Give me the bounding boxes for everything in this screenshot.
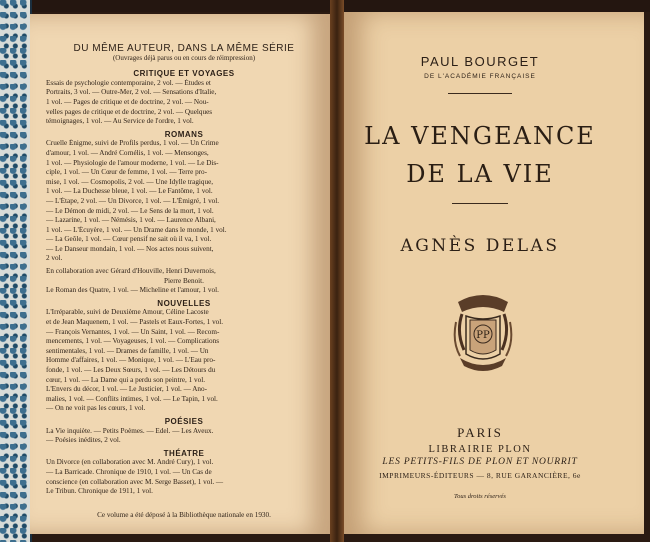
text-line: ciple, 1 vol. — Un Cœur de femme, 1 vol. — Terre pro- xyxy=(46,168,208,177)
section-title-critique: CRITIQUE ET VOYAGES xyxy=(133,69,235,79)
text-line: cœur, 1 vol. — La Dame qui a perdu son peintre, 1 vol. xyxy=(46,375,205,384)
text-line: Pierre Benoit. xyxy=(164,276,204,285)
book-title-line-1: LA VENGEANCE xyxy=(364,122,596,150)
text-line: L'Irréparable, suivi de Deuxième Amour, Céline Lacoste xyxy=(46,308,209,317)
text-line: Un Divorce (en collaboration avec M. André Cury), 1 vol. xyxy=(46,458,214,467)
section-poesies-lines xyxy=(46,427,322,446)
text-line: — La Barricade. Chronique de 1910, 1 vol. — Un Cas de xyxy=(46,467,212,476)
book-subtitle: AGNÈS DELAS xyxy=(400,236,560,256)
text-line: 1 vol. — Physiologie de l'amour moderne, 1 vol. — Le Dis- xyxy=(46,158,219,167)
text-line: témoignages, 1 vol. — Au Service de l'ordre, 1 vol. xyxy=(46,117,194,126)
divider-rule xyxy=(448,93,512,94)
text-line: fonde, 1 vol. — Les Deux Sœurs, 1 vol. — Les Détours du xyxy=(46,366,216,374)
text-line: mise, 1 vol. — Cosmopolis, 2 vol. — Une Idylle tragique, xyxy=(46,177,214,186)
text-line: mencements, 1 vol. — Voyageuses, 1 vol. — Complications xyxy=(46,337,220,346)
text-line: d'amour, 1 vol. — André Cornélis, 1 vol. — Mensonges, xyxy=(46,148,209,157)
author-name: PAUL BOURGET xyxy=(420,54,540,69)
text-line: Portraits, 3 vol. — Outre-Mer, 2 vol. — Sensations d'Italie, xyxy=(46,88,217,97)
section-title-poesies: POÉSIES xyxy=(164,416,204,426)
publisher-emblem-icon xyxy=(452,292,514,374)
series-heading: DU MÊME AUTEUR, DANS LA MÊME SÉRIE xyxy=(73,43,295,54)
series-subheading: (Ouvrages déjà parus ou en cours de réimpression) xyxy=(112,53,256,62)
text-line: Cruelle Énigme, suivi de Profils perdus, 1 vol. — Un Crime xyxy=(46,139,219,148)
section-critique-lines xyxy=(46,79,322,127)
legal-deposit-note: Ce volume a été déposé à la Bibliothèque nationale en 1930. xyxy=(97,510,271,519)
text-line: 1 vol. — L'Écuyère, 1 vol. — Un Drame dans le monde, 1 vol. xyxy=(46,225,227,234)
text-line: et de Jean Maquenem, 1 vol. — Pastels et Eaux-Fortes, 1 vol. xyxy=(46,318,224,327)
author-affiliation: DE L'ACADÉMIE FRANÇAISE xyxy=(424,73,536,80)
text-line: — La Geôle, 1 vol. — Cœur pensif ne sait où il va, 1 vol. xyxy=(46,235,212,244)
section-title-nouvelles: NOUVELLES xyxy=(157,298,211,308)
publisher-successors: LES PETITS-FILS DE PLON ET NOURRIT xyxy=(382,457,578,467)
text-line: 2 vol. xyxy=(46,254,63,263)
left-page-text xyxy=(46,44,322,520)
text-line: Le Tribun. Chronique de 1911, 1 vol. xyxy=(46,487,153,496)
title-page xyxy=(344,12,644,534)
section-nouvelles-lines xyxy=(46,308,322,414)
text-line: — Poésies inédites, 2 vol. xyxy=(46,436,121,445)
publisher-address: IMPRIMEURS-ÉDITEURS — 8, RUE GARANCIÈRE, 6e xyxy=(379,471,581,480)
text-line: velles pages de critique et de doctrine, 2 vol. — Quelques xyxy=(46,107,213,116)
divider-rule xyxy=(452,203,508,204)
text-line: 1 vol. — La Duchesse bleue, 1 vol. — Le Fantôme, 1 vol. xyxy=(46,187,213,196)
text-line: conscience (en collaboration avec M. Serge Basset), 1 vol. — xyxy=(46,477,224,486)
marbled-endpaper xyxy=(0,0,32,542)
text-line: — Lazarine, 1 vol. — Némésis, 1 vol. — Laurence Albani, xyxy=(46,216,216,225)
section-title-theatre: THÉATRE xyxy=(163,448,205,458)
section-title-romans: ROMANS xyxy=(164,129,204,139)
book-cover-edge xyxy=(0,0,650,12)
text-line: — Le Démon de midi, 2 vol. — Le Sens de la mort, 1 vol. xyxy=(46,206,214,215)
text-line: — François Vernantes, 1 vol. — Un Saint, 1 vol. — Recom- xyxy=(46,327,220,336)
text-line: En collaboration avec Gérard d'Houville, Henri Duvernois, xyxy=(46,267,216,276)
emblem-monogram: PP xyxy=(476,330,490,341)
text-line: Essais de psychologie contemporaine, 2 vol. — Études et xyxy=(46,78,211,87)
text-line: Le Roman des Quatre, 1 vol. — Micheline et l'amour, 1 vol. xyxy=(46,286,219,295)
text-line: — On ne voit pas les cœurs, 1 vol. xyxy=(46,404,146,413)
book-title-line-2: DE LA VIE xyxy=(406,160,554,188)
text-line: L'Envers du décor, 1 vol. — Le Justicier, 1 vol. — Ano- xyxy=(46,385,208,394)
text-line: — L'Étape, 2 vol. — Un Divorce, 1 vol. — L'Émigré, 1 vol. xyxy=(46,196,220,205)
text-line: Homme d'affaires, 1 vol. — Monique, 1 vol. — L'Eau pro- xyxy=(46,356,216,365)
section-theatre-lines xyxy=(46,458,322,496)
text-line: — Le Danseur mondain, 1 vol. — Nos actes nous suivent, xyxy=(46,244,214,253)
text-line: malies, 1 vol. — Conflits intimes, 1 vol. — Le Tapin, 1 vol. xyxy=(46,394,218,403)
text-line: La Vie inquiète. — Petits Poèmes. — Edel. — Les Aveux. xyxy=(46,426,214,435)
rights-notice: Tous droits réservés xyxy=(454,493,506,500)
text-line: 1 vol. — Pages de critique et de doctrine, 2 vol. — Nou- xyxy=(46,97,209,106)
collab-block xyxy=(46,267,322,296)
book-spine xyxy=(330,0,344,542)
publication-city: PARIS xyxy=(457,425,503,440)
section-romans-lines xyxy=(46,139,322,264)
text-line: sentimentales, 1 vol. — Drames de famille, 1 vol. — Un xyxy=(46,346,209,355)
publisher-name: LIBRAIRIE PLON xyxy=(428,444,532,455)
